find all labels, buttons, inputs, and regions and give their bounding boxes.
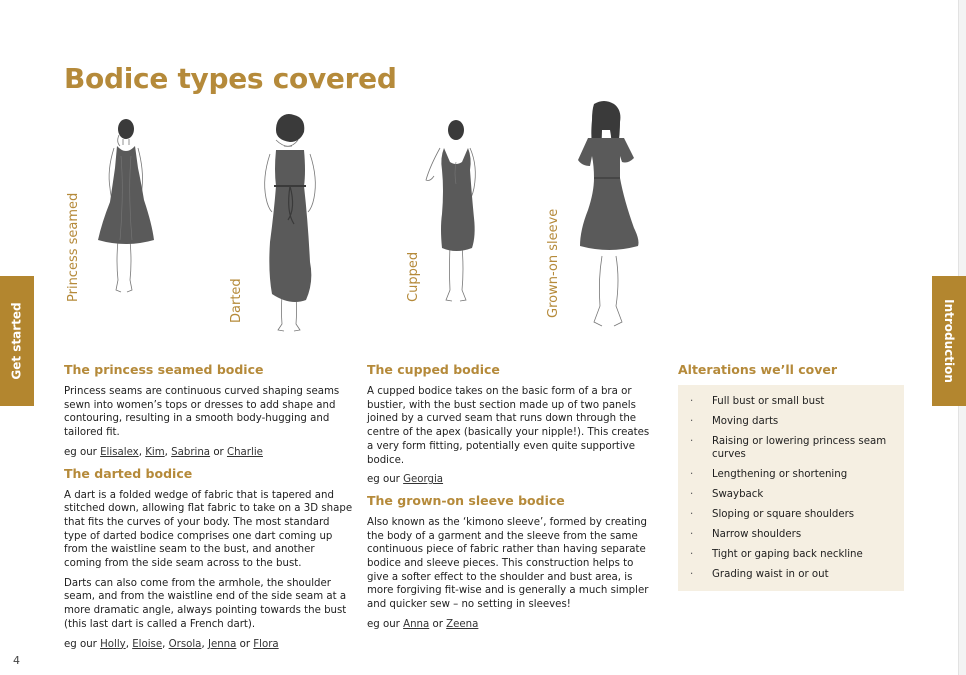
figure-label-grown-on-sleeve: Grown-on sleeve: [546, 208, 561, 318]
bullet: ·: [690, 549, 694, 560]
link-sabrina[interactable]: Sabrina: [171, 446, 211, 458]
darted-illustration: [254, 112, 326, 334]
list-item-text: Tight or gaping back neckline: [712, 549, 863, 560]
darted-body-2: Darts can also come from the armhole, the shoulder seam, and from the waistline end of the side seam at a more dramatic angle, always pointing towards the bust (this last dart is called a French dart).: [64, 577, 347, 630]
bullet: ·: [690, 436, 694, 447]
list-item-text: Narrow shoulders: [712, 529, 802, 540]
link-georgia[interactable]: Georgia: [403, 474, 444, 486]
list-item: [690, 568, 892, 581]
list-item-text: Moving darts: [712, 416, 779, 427]
grown-on-sleeve-illustration: [572, 100, 648, 332]
link-charlie[interactable]: Charlie: [226, 446, 263, 458]
list-item: [690, 415, 892, 428]
link-kim[interactable]: Kim: [145, 446, 165, 458]
darted-heading: The darted bodice: [64, 465, 193, 481]
or-connector: or: [213, 446, 224, 458]
or-connector: or: [432, 618, 443, 630]
comma: ,: [138, 446, 142, 458]
figure-label-darted: Darted: [229, 278, 244, 323]
list-item-text: Raising or lowering princess seam curves: [712, 436, 887, 460]
bullet: ·: [690, 509, 694, 520]
list-item: [690, 435, 892, 461]
darted-section: [64, 466, 354, 652]
list-item-text: Sloping or square shoulders: [712, 509, 855, 520]
cupped-examples: [367, 473, 657, 487]
eg-prefix: eg our: [64, 446, 97, 458]
eg-prefix: eg our: [367, 474, 400, 486]
bullet: ·: [690, 529, 694, 540]
figure-label-princess-seamed: Princess seamed: [66, 192, 81, 302]
alterations-heading: Alterations we’ll cover: [678, 362, 838, 377]
list-item: [690, 548, 892, 561]
link-orsola[interactable]: Orsola: [168, 638, 202, 650]
list-item: [690, 528, 892, 541]
darted-examples: [64, 638, 354, 652]
list-item: [690, 395, 892, 408]
figure-label-cupped: Cupped: [406, 251, 421, 302]
princess-seamed-heading: The princess seamed bodice: [64, 362, 264, 377]
column-1: [64, 362, 354, 657]
list-item: [690, 488, 892, 501]
list-item-text: Grading waist in or out: [712, 569, 829, 580]
list-item: [690, 508, 892, 521]
grown-on-sleeve-section: [367, 493, 657, 632]
column-2: [367, 362, 657, 638]
cupped-heading: The cupped bodice: [367, 362, 500, 377]
princess-seamed-body: Princess seams are continuous curved shaping seams sewn into women’s tops or dresses to add shape and contouring, resulting in a smooth body-hugging and tailored fit.: [64, 386, 340, 439]
grown-on-sleeve-body: Also known as the ‘kimono sleeve’, formed by creating the body of a garment and the sleeve from the same continuous piece of fabric rather than having separate bodice and sleeve pieces. This construction helps to give a softer effect to the shoulder and bust area, is more forgiving fit-wise and is generally a much simpler and quicker sew – no setting in sleeves!: [367, 516, 649, 611]
tab-introduction[interactable]: [932, 276, 966, 406]
alterations-list: [690, 395, 892, 581]
list-item-text: Lengthening or shortening: [712, 469, 848, 480]
tab-get-started-label: Get started: [10, 302, 25, 380]
comma: ,: [164, 446, 168, 458]
eg-prefix: eg our: [367, 618, 400, 630]
page-title: Bodice types covered: [64, 62, 397, 95]
tab-get-started[interactable]: [0, 276, 34, 406]
cupped-section: [367, 362, 657, 487]
bullet: ·: [690, 489, 694, 500]
eg-prefix: eg our: [64, 638, 97, 650]
princess-seamed-examples: [64, 446, 354, 460]
cupped-illustration: [420, 118, 490, 308]
link-eloise[interactable]: Eloise: [132, 638, 163, 650]
list-item-text: Full bust or small bust: [712, 396, 825, 407]
bullet: ·: [690, 569, 694, 580]
alterations-box: [678, 385, 904, 591]
link-anna[interactable]: Anna: [403, 618, 430, 630]
column-3: [678, 362, 904, 591]
tab-introduction-label: Introduction: [942, 299, 957, 383]
comma: ,: [162, 638, 166, 650]
princess-seamed-illustration: [86, 112, 166, 307]
page-number: 4: [13, 654, 20, 667]
grown-on-sleeve-heading: The grown-on sleeve bodice: [367, 492, 565, 508]
cupped-body: A cupped bodice takes on the basic form of a bra or bustier, with the bust section made up of two panels joined by a curved seam that runs down through the centre of the apex (basically your nipple!). This creates a very form fitting, potentially even quite supportive bodice.: [367, 386, 650, 466]
princess-seamed-section: [64, 362, 354, 460]
darted-body-1: A dart is a folded wedge of fabric that is tapered and stitched down, allowing flat fabric to take on a 3D shape that fits the curves of your body. The most standard type of darted bodice comprises one dart coming up from the waistline seam to the bust, and another coming from the side seam across to the bust.: [64, 489, 353, 570]
list-item: [690, 468, 892, 481]
list-item-text: Swayback: [712, 489, 764, 500]
or-connector: or: [239, 638, 251, 650]
bullet: ·: [690, 396, 694, 407]
bullet: ·: [690, 469, 694, 480]
link-holly[interactable]: Holly: [100, 638, 126, 650]
link-jenna[interactable]: Jenna: [207, 638, 237, 650]
bullet: ·: [690, 416, 694, 427]
link-flora[interactable]: Flora: [253, 638, 279, 650]
link-zeena[interactable]: Zeena: [446, 618, 479, 630]
comma: ,: [201, 638, 205, 650]
comma: ,: [125, 638, 129, 650]
grown-on-sleeve-examples: [367, 618, 657, 632]
link-elisalex[interactable]: Elisalex: [100, 446, 139, 458]
